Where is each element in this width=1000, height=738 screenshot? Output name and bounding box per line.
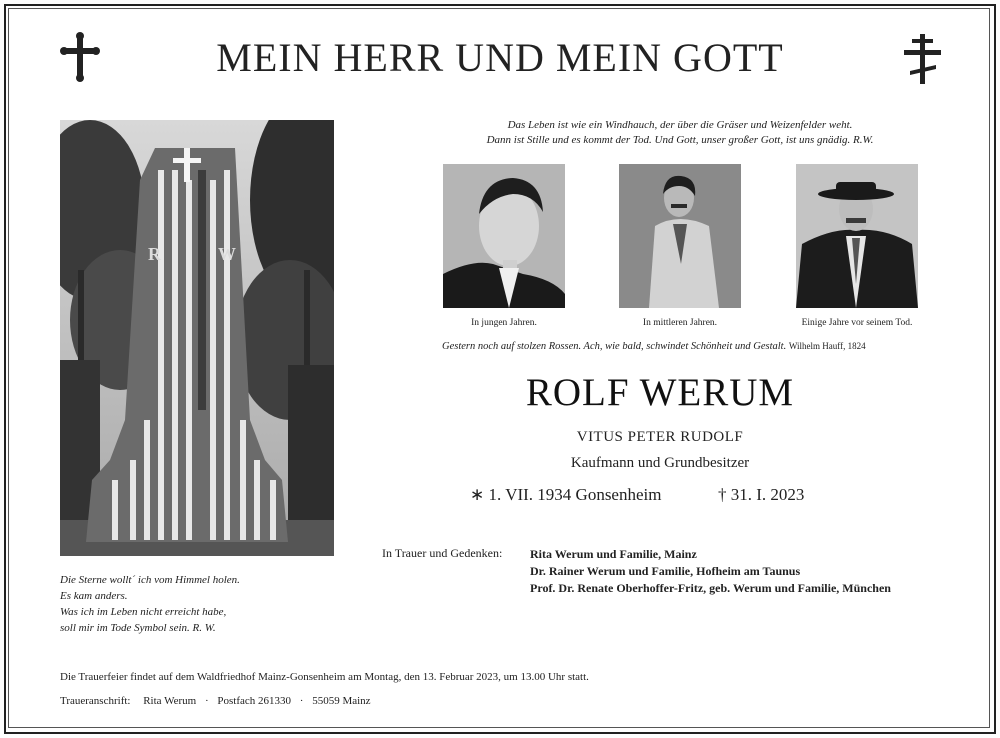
death-date bbox=[718, 485, 804, 505]
quote-line: Dann ist Stille und es kommt der Tod. Und Gott, unser großer Gott, ist uns gnädig. R.W. bbox=[486, 134, 874, 146]
caption-middle: In mittleren Jahren. bbox=[642, 318, 718, 328]
separator: · bbox=[299, 695, 304, 707]
address-city: 55059 Mainz bbox=[312, 695, 371, 707]
birth-star-icon: ∗ bbox=[470, 485, 485, 504]
ceremony-notice: Die Trauerfeier findet auf dem Waldfriedhof Mainz-Gonsenheim am Montag, den 13. Februar 2023, um 13.00 Uhr statt. bbox=[60, 671, 589, 683]
address-name: Rita Werum bbox=[143, 695, 197, 707]
photo-later bbox=[796, 164, 918, 308]
orthodox-cross-icon bbox=[902, 34, 944, 86]
mourning-label: In Trauer und Gedenken: bbox=[382, 546, 503, 560]
mourning-list bbox=[530, 546, 891, 597]
given-names: VITUS PETER RUDOLF bbox=[576, 429, 744, 445]
monument-letter-w: W bbox=[218, 244, 236, 264]
profession: Kaufmann und Grundbesitzer bbox=[570, 455, 750, 471]
quote-hauff-source: Wilhelm Hauff, 1824 bbox=[788, 341, 866, 351]
quote-top bbox=[430, 118, 930, 148]
monument-photo bbox=[60, 120, 334, 556]
death-cross-icon: † bbox=[718, 485, 727, 504]
death-text: 31. I. 2023 bbox=[730, 485, 805, 504]
mourner: Rita Werum und Familie, Mainz bbox=[530, 547, 697, 561]
quote-line: Das Leben ist wie ein Windhauch, der über die Gräser und Weizenfelder weht. bbox=[507, 119, 853, 131]
caption-later: Einige Jahre vor seinem Tod. bbox=[801, 318, 913, 328]
address-label: Traueranschrift: bbox=[60, 695, 131, 707]
poem-line: Was ich im Leben nicht erreicht habe, bbox=[60, 606, 227, 618]
caption-young: In jungen Jahren. bbox=[471, 318, 537, 328]
address-line bbox=[60, 695, 371, 707]
monument-illustration bbox=[60, 120, 334, 556]
poem-line: Es kam anders. bbox=[60, 590, 128, 602]
address-po: Postfach 261330 bbox=[217, 695, 292, 707]
monument-letter-r: R bbox=[148, 244, 161, 264]
poem-line: soll mir im Tode Symbol sein. R. W. bbox=[60, 622, 216, 634]
deceased-name: ROLF WERUM bbox=[525, 371, 795, 414]
birth-date bbox=[470, 485, 661, 505]
page-title: MEIN HERR UND MEIN GOTT bbox=[216, 35, 784, 80]
photo-young bbox=[443, 164, 565, 308]
mourner: Dr. Rainer Werum und Familie, Hofheim am Taunus bbox=[530, 564, 801, 578]
birth-text: 1. VII. 1934 Gonsenheim bbox=[488, 485, 662, 504]
photo-middle bbox=[619, 164, 741, 308]
separator: · bbox=[204, 695, 209, 707]
quote-hauff-text: Gestern noch auf stolzen Rossen. Ach, wie bald, schwindet Schönheit und Gestalt. bbox=[442, 341, 787, 352]
quote-hauff bbox=[442, 341, 942, 352]
mourner: Prof. Dr. Renate Oberhoffer-Fritz, geb. Werum und Familie, München bbox=[530, 581, 891, 595]
poem-line: Die Sterne wollt´ ich vom Himmel holen. bbox=[60, 574, 240, 586]
poem-left bbox=[60, 572, 240, 636]
